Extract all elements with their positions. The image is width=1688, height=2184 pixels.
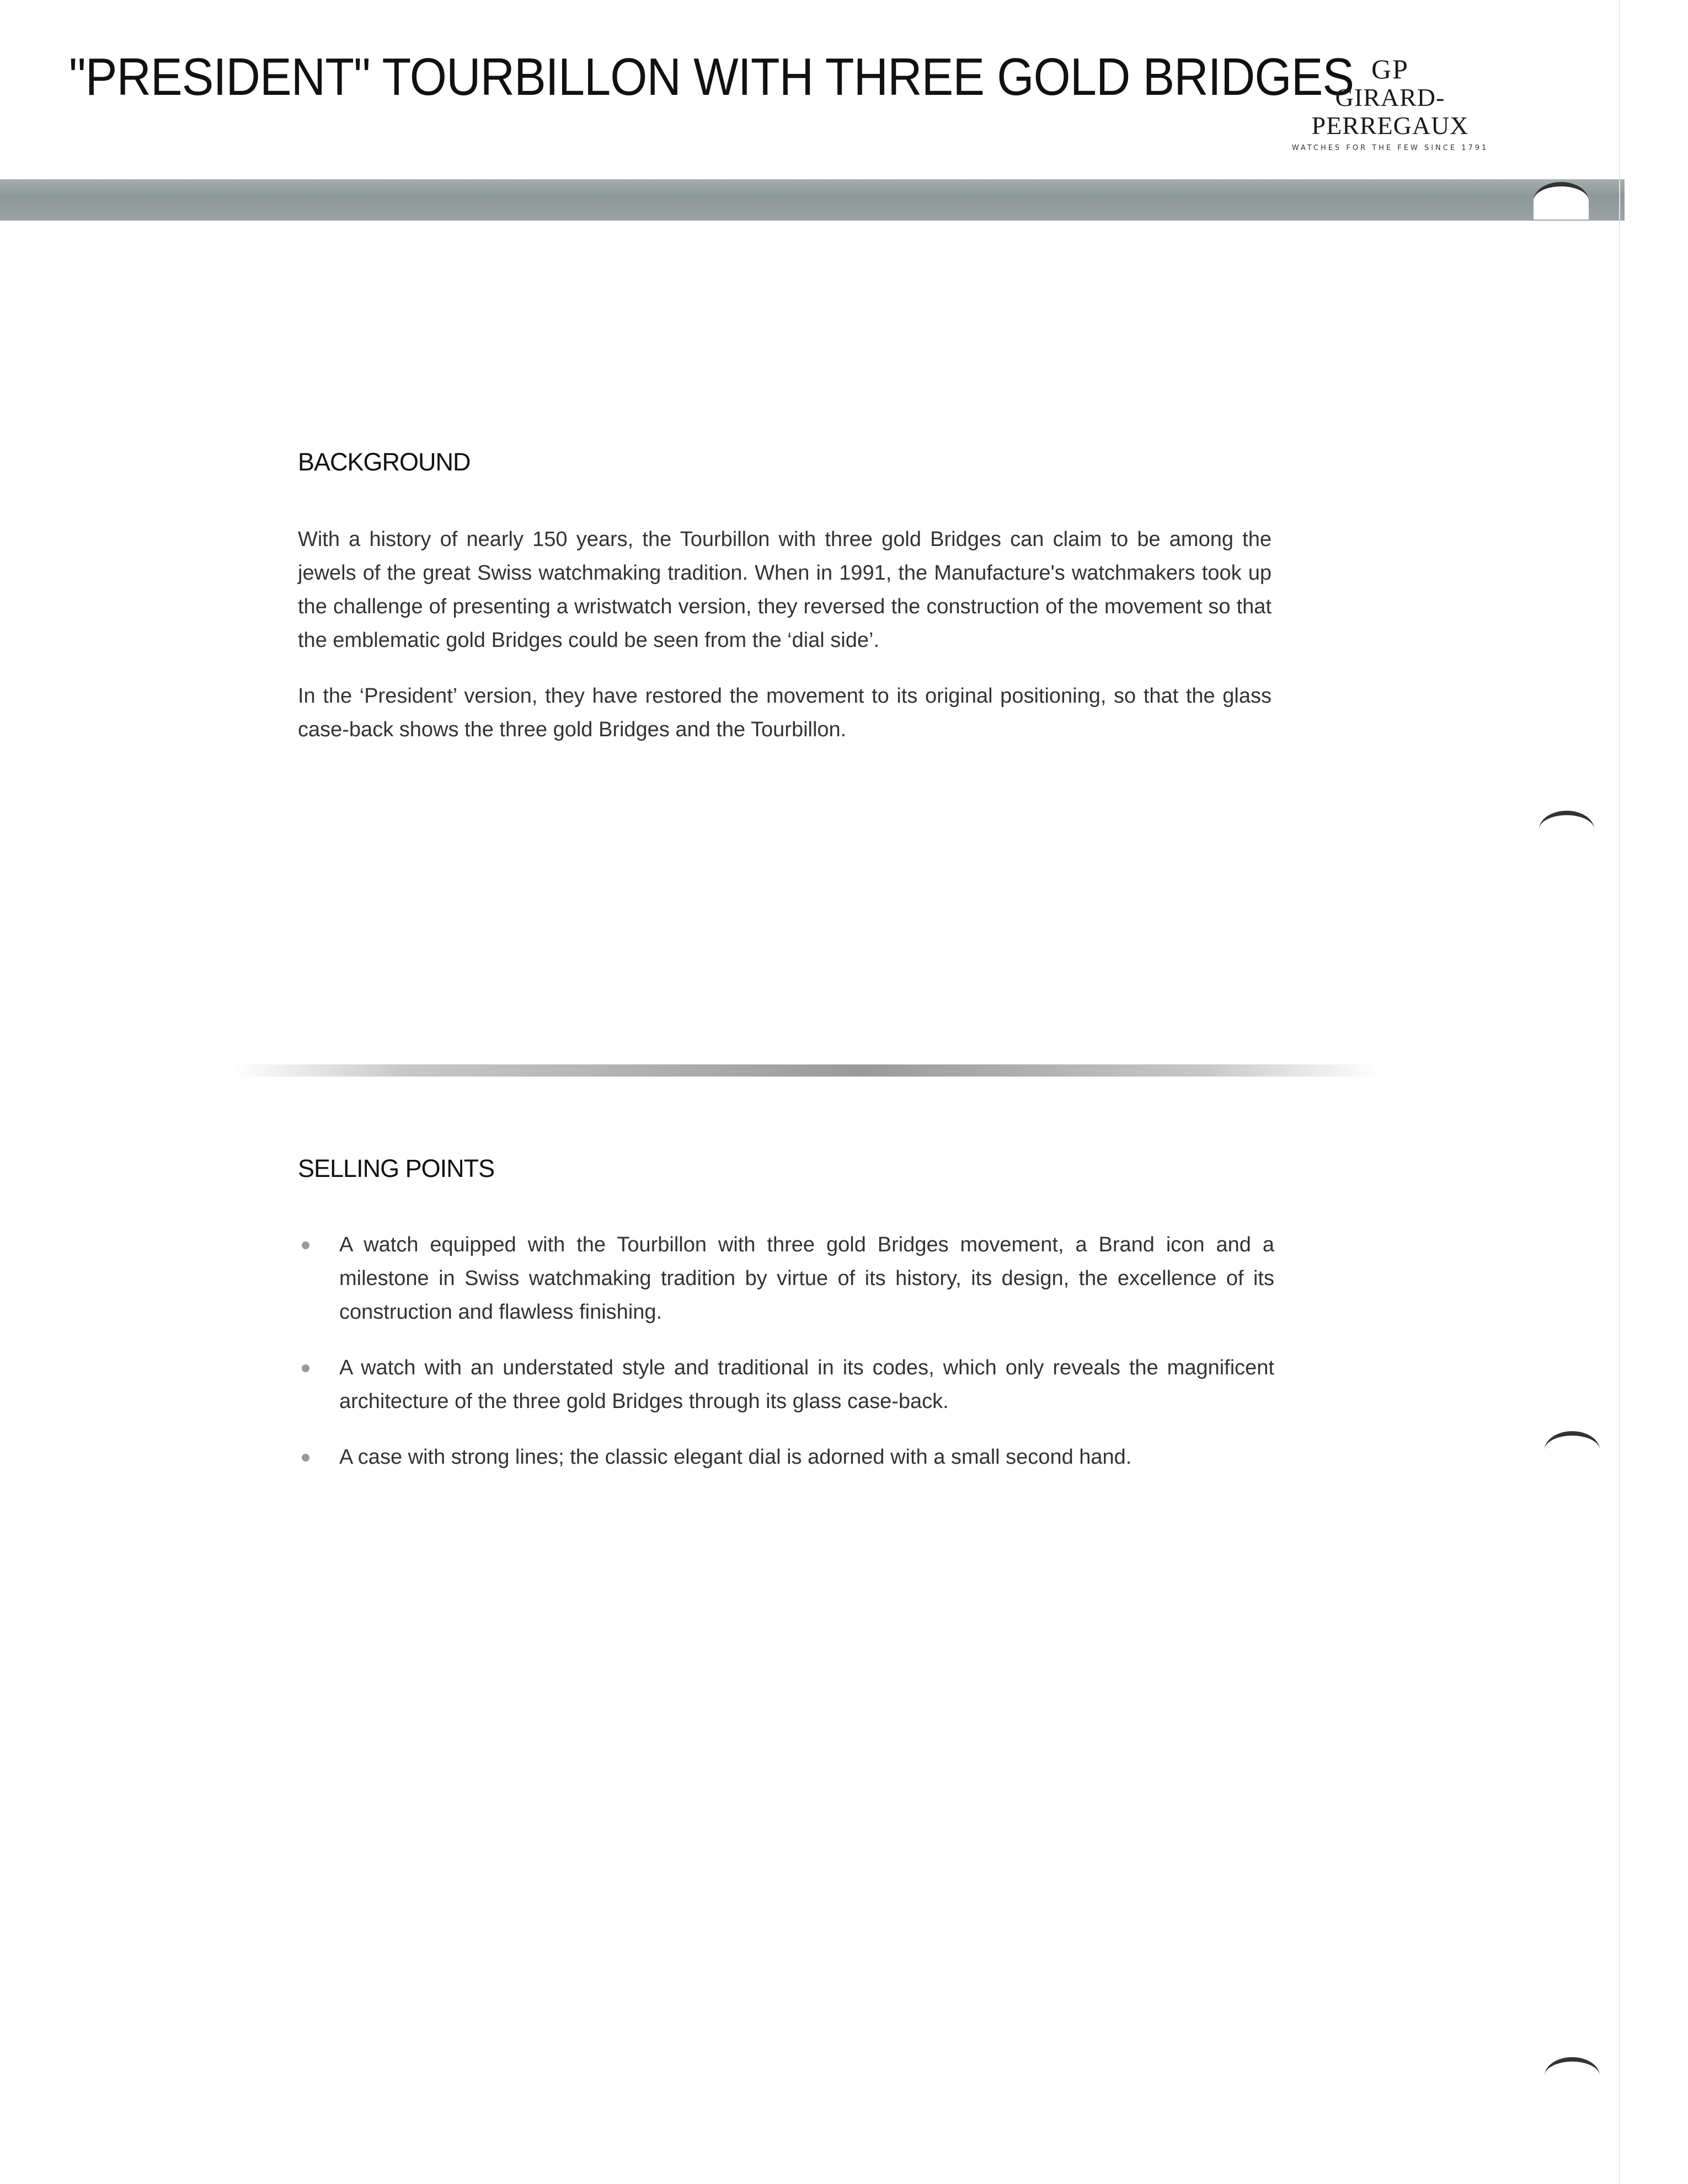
- brand-logo: [1269, 55, 1511, 152]
- brand-name: GIRARD-PERREGAUX: [1311, 83, 1469, 140]
- brand-tagline: WATCHES FOR THE FEW SINCE 1791: [1291, 144, 1489, 153]
- list-item: [298, 1441, 1274, 1474]
- list-item: [298, 1351, 1274, 1418]
- brand-monogram: GP: [1371, 53, 1409, 84]
- selling-points-heading: SELLING POINTS: [298, 1154, 495, 1182]
- binder-hole-icon: [1539, 811, 1594, 848]
- background-section: [298, 523, 1272, 769]
- page-title: "PRESIDENT" TOURBILLON WITH THREE GOLD BRIDGES: [69, 47, 1354, 106]
- section-divider: [232, 1064, 1379, 1077]
- bullet-icon: [302, 1241, 309, 1249]
- binder-hole-icon: [1534, 182, 1589, 220]
- list-item-text: A case with strong lines; the classic elegant dial is adorned with a small second hand.: [339, 1446, 1132, 1469]
- list-item-text: A watch with an understated style and traditional in its codes, which only reveals the magnificent architecture of the three gold Bridges through its glass case-back.: [339, 1356, 1274, 1413]
- background-paragraph: In the ‘President’ version, they have restored the movement to its original positioning, so that the glass case-back shows the three gold Bridges and the Tourbillon.: [298, 684, 1272, 741]
- bullet-icon: [302, 1364, 309, 1372]
- header-band: [0, 179, 1625, 221]
- list-item: [298, 1228, 1274, 1329]
- page-edge: [1619, 0, 1620, 2184]
- selling-points-list: [298, 1228, 1274, 1496]
- binder-hole-icon: [1545, 1431, 1600, 1469]
- background-paragraph: With a history of nearly 150 years, the Tourbillon with three gold Bridges can claim to be among the jewels of the great Swiss watchmaking tradition. When in 1991, the Manufacture's watchmakers took up the challenge of presenting a wristwatch version, they reversed the construction of the movement so that the emblematic gold Bridges could be seen from the ‘dial side’.: [298, 528, 1272, 652]
- binder-hole-icon: [1545, 2057, 1600, 2095]
- list-item-text: A watch equipped with the Tourbillon with three gold Bridges movement, a Brand icon and a milestone in Swiss watchmaking tradition by virtue of its history, its design, the excellence of its construction and flawless finishing.: [339, 1233, 1274, 1324]
- bullet-icon: [302, 1454, 309, 1462]
- background-heading: BACKGROUND: [298, 448, 471, 476]
